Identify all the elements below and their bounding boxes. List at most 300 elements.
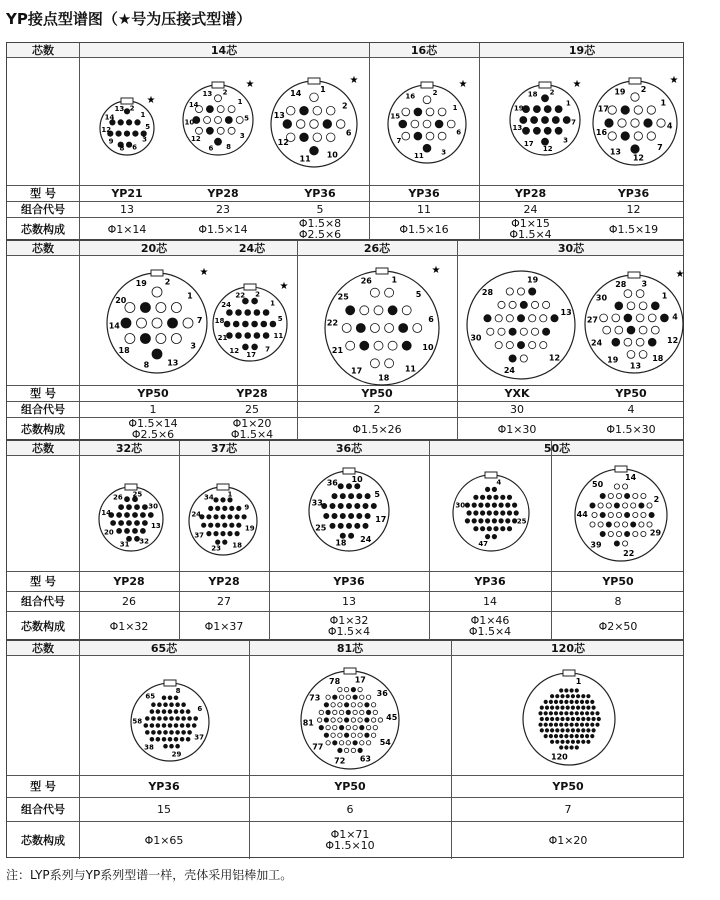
pin-number: 26: [113, 493, 123, 502]
pin: [209, 506, 213, 510]
pin: [566, 706, 569, 709]
label-comp: 芯数构成: [21, 223, 65, 236]
pin: [254, 333, 260, 339]
pin: [206, 127, 213, 134]
pin: [566, 729, 569, 732]
pin: [188, 731, 192, 735]
pin: [402, 132, 410, 140]
key-notch: [563, 670, 575, 676]
pin: [346, 695, 350, 699]
model-value: YP36: [617, 186, 650, 200]
pin: [641, 531, 646, 536]
connector-diagram: [101, 265, 213, 377]
pin: [465, 503, 469, 507]
pin: [286, 106, 295, 115]
pin: [501, 511, 505, 515]
pin: [351, 718, 355, 722]
code-value: 4: [627, 402, 635, 416]
pin: [576, 706, 579, 709]
pin: [385, 288, 394, 297]
pin: [144, 724, 148, 728]
pin: [492, 503, 496, 507]
pin: [357, 513, 362, 518]
pin: [339, 710, 343, 714]
key-notch: [629, 78, 641, 84]
pin: [506, 519, 510, 523]
pin: [254, 310, 260, 316]
pin-number: 10: [422, 342, 434, 352]
pin-number: 12: [542, 145, 553, 153]
connector-diagram: [303, 463, 395, 555]
pin: [332, 494, 337, 499]
pin: [353, 695, 357, 699]
pin: [414, 108, 422, 116]
model-value: YP50: [615, 386, 647, 400]
pin: [480, 527, 484, 531]
star-mark: ★: [245, 79, 255, 90]
pin: [627, 351, 635, 359]
pin-number: 3: [563, 136, 568, 145]
pin: [580, 734, 583, 737]
pin: [614, 522, 619, 527]
pin-number: 22: [235, 291, 246, 300]
pin: [484, 315, 491, 322]
connector-diagram: [295, 663, 405, 773]
pin: [566, 717, 569, 720]
pin: [152, 731, 156, 735]
pin: [591, 723, 594, 726]
pin: [168, 724, 172, 728]
pin: [353, 725, 357, 729]
pin: [215, 95, 222, 102]
pin: [647, 503, 652, 508]
pin: [590, 503, 595, 508]
pin: [374, 306, 383, 315]
code-value: 14: [483, 594, 497, 608]
pin: [639, 522, 644, 527]
pin: [498, 301, 505, 308]
pin: [413, 324, 422, 333]
pin-number: 21: [331, 346, 344, 356]
pin: [366, 695, 370, 699]
pin: [388, 341, 397, 350]
pin: [133, 513, 138, 518]
pin: [426, 132, 434, 140]
pin-number: 73: [309, 693, 321, 703]
pin: [575, 712, 578, 715]
pin: [126, 120, 131, 125]
pin: [509, 328, 516, 335]
pin-number: 12: [667, 335, 679, 345]
pin-number: 14: [101, 509, 111, 518]
pin: [651, 326, 659, 334]
pin: [592, 729, 595, 732]
pin: [624, 338, 632, 346]
pin: [480, 511, 484, 515]
label-code: 组合代号: [21, 203, 65, 216]
label-cores: 芯数: [32, 242, 54, 255]
pin: [174, 710, 178, 714]
pin: [598, 522, 603, 527]
comp-value: Φ1×32: [109, 619, 149, 633]
pin-number: 3: [190, 341, 196, 351]
pin-number: 36: [326, 478, 338, 488]
pin: [550, 706, 553, 709]
pin: [323, 120, 332, 129]
pin: [214, 531, 218, 535]
pin: [117, 528, 122, 533]
pin: [540, 342, 547, 349]
pin: [158, 717, 162, 721]
pin-number: 8: [143, 360, 150, 370]
pin: [520, 117, 527, 124]
pin: [235, 515, 239, 519]
pin: [554, 700, 557, 703]
pin: [371, 703, 375, 707]
pin: [507, 495, 511, 499]
pin: [499, 519, 503, 523]
pin: [223, 523, 227, 527]
pin: [596, 712, 599, 715]
pin: [228, 531, 232, 535]
pin: [378, 718, 382, 722]
pin-number: 19: [513, 104, 524, 113]
pin: [612, 314, 620, 322]
pin-number: 14: [625, 473, 637, 483]
pin: [326, 695, 330, 699]
pin: [124, 131, 129, 136]
pin: [498, 328, 505, 335]
pin-number: 19: [135, 279, 147, 288]
pin: [339, 725, 343, 729]
pin-number: 50: [592, 479, 604, 489]
pin-number: 1: [270, 299, 275, 308]
pin-number: 13: [202, 89, 213, 98]
key-notch: [151, 270, 163, 276]
pin: [556, 717, 559, 720]
pin: [552, 117, 559, 124]
pin: [360, 710, 364, 714]
pin: [647, 522, 652, 527]
pin: [156, 334, 166, 344]
pin: [152, 717, 156, 721]
pin: [370, 359, 379, 368]
connector-shell: [585, 275, 683, 373]
pin: [221, 515, 225, 519]
pin: [346, 306, 355, 315]
pin: [544, 106, 551, 113]
pin: [531, 328, 538, 335]
pin: [338, 733, 342, 737]
pin: [349, 494, 354, 499]
pin-number: 6: [456, 128, 462, 137]
pin: [135, 505, 140, 510]
pin: [492, 534, 496, 538]
pin: [623, 484, 628, 489]
connector-diagram: [569, 461, 673, 565]
pin: [252, 321, 258, 327]
pin-number: 12: [548, 353, 561, 363]
pin-number: 1: [575, 677, 582, 687]
pin: [467, 511, 471, 515]
pin: [556, 729, 559, 732]
model-value: YP50: [361, 386, 393, 400]
pin-number: 81: [302, 718, 314, 728]
pin: [142, 521, 147, 526]
pin: [474, 527, 478, 531]
pin-number: 24: [503, 366, 515, 376]
pin: [575, 723, 578, 726]
pin: [353, 741, 357, 745]
pin: [614, 541, 619, 546]
pin: [517, 288, 524, 295]
pin: [634, 132, 642, 140]
pin: [576, 717, 579, 720]
label-model: 型 号: [30, 780, 56, 793]
pin: [587, 717, 590, 720]
pin: [565, 712, 568, 715]
pin: [170, 744, 174, 748]
pin-number: 18: [214, 317, 225, 326]
model-value: YP36: [474, 574, 506, 588]
comp-value: Φ1×46 Φ1.5×4: [468, 614, 512, 638]
pin: [657, 119, 665, 127]
pin: [168, 737, 172, 741]
pin-number: 11: [414, 152, 424, 161]
pin: [605, 119, 613, 127]
pin: [186, 724, 190, 728]
comp-value: Φ1.5×30: [606, 422, 656, 436]
pin-number: 15: [390, 112, 401, 121]
pin-number: 33: [311, 498, 323, 508]
model-value: YP28: [208, 574, 240, 588]
pin: [158, 731, 162, 735]
pin: [618, 119, 626, 127]
pin: [111, 521, 116, 526]
label-model: 型 号: [30, 387, 56, 400]
pin: [330, 523, 335, 528]
pin: [140, 303, 150, 313]
pin: [145, 731, 149, 735]
pin-number: 44: [576, 509, 588, 519]
pin: [570, 746, 573, 749]
pin: [340, 494, 345, 499]
pin: [346, 341, 355, 350]
pin: [358, 687, 362, 691]
pin: [520, 355, 527, 362]
pin: [365, 494, 370, 499]
pin-number: 1: [391, 275, 398, 285]
pin: [631, 522, 636, 527]
pin: [507, 527, 511, 531]
pin-number: 4: [496, 478, 502, 487]
pin: [336, 120, 345, 129]
label-code: 组合代号: [21, 403, 65, 416]
model-value: YP36: [148, 779, 180, 793]
pin: [533, 106, 540, 113]
pin: [479, 503, 483, 507]
pin: [550, 695, 553, 698]
connector-diagram: [125, 675, 215, 765]
pin: [236, 333, 242, 339]
pin-number: 78: [329, 677, 341, 686]
pin: [223, 506, 227, 510]
label-code: 组合代号: [21, 803, 65, 816]
pin: [587, 706, 590, 709]
pin: [366, 710, 370, 714]
pin: [317, 718, 321, 722]
pin: [150, 724, 154, 728]
pin-number: 19: [614, 87, 626, 97]
pin: [188, 717, 192, 721]
group-32: 32芯: [115, 441, 143, 455]
model-value: YP36: [304, 186, 336, 200]
pin: [371, 733, 375, 737]
pin: [236, 310, 242, 316]
pin: [509, 355, 516, 362]
pin-number: 13: [167, 358, 179, 368]
pin: [338, 687, 342, 691]
pin: [164, 731, 168, 735]
pin-number: 32: [139, 537, 149, 546]
pin: [360, 306, 369, 315]
connector-shell: [309, 471, 389, 551]
pin: [333, 695, 337, 699]
pin: [344, 718, 348, 722]
pin-number: 7: [265, 345, 270, 354]
pin-number: 5: [374, 490, 380, 500]
pin-number: 30: [148, 502, 158, 511]
section-2: [6, 240, 684, 440]
pin: [326, 133, 335, 142]
pin: [501, 527, 505, 531]
pin-number: 13: [560, 308, 572, 318]
pin: [215, 138, 222, 145]
connector-diagram: [579, 267, 689, 377]
pin: [346, 503, 351, 508]
pin-number: 1: [227, 490, 233, 499]
pin: [616, 512, 621, 517]
pin: [648, 314, 656, 322]
pin: [346, 710, 350, 714]
pin: [474, 495, 478, 499]
pin: [331, 718, 335, 722]
pin-number: 54: [379, 738, 391, 748]
model-value: YP36: [333, 574, 365, 588]
code-value: 26: [122, 594, 136, 608]
pin: [333, 725, 337, 729]
model-value: YP50: [334, 779, 366, 793]
group-30: 30芯: [557, 241, 585, 255]
pin: [566, 740, 569, 743]
pin-number: 45: [386, 713, 398, 723]
pin-number: 39: [590, 540, 602, 550]
comp-value: Φ1×71 Φ1.5×10: [325, 828, 375, 852]
label-comp: 芯数构成: [21, 834, 65, 847]
pin: [207, 515, 211, 519]
pin: [501, 495, 505, 499]
pin-number: 24: [360, 535, 372, 544]
pin: [233, 321, 239, 327]
pin-number: 28: [615, 280, 627, 290]
comp-value: Φ1×20 Φ1.5×4: [230, 417, 274, 441]
pin: [529, 342, 536, 349]
section-1: [6, 42, 684, 240]
pin-number: 13: [512, 124, 523, 133]
pin: [544, 127, 551, 134]
pin: [543, 328, 550, 335]
key-notch: [421, 82, 433, 88]
key-notch: [217, 484, 229, 490]
pin: [580, 723, 583, 726]
group-37: 37芯: [210, 441, 238, 455]
pin-number: 2: [640, 85, 647, 95]
pin: [543, 301, 550, 308]
pin: [631, 503, 636, 508]
page-title: YP接点型谱图（★号为压接式型谱）: [6, 10, 252, 28]
pin: [616, 531, 621, 536]
pin-number: 1: [140, 111, 146, 120]
pin: [351, 733, 355, 737]
pin: [576, 695, 579, 698]
pin: [517, 342, 524, 349]
connector-diagram: [93, 479, 169, 555]
pin: [550, 740, 553, 743]
pin-number: 17: [354, 675, 366, 685]
pin: [135, 120, 140, 125]
pin-number: 18: [118, 346, 130, 356]
pin-number: 12: [632, 153, 644, 163]
pin: [575, 746, 578, 749]
pin: [623, 503, 628, 508]
pin: [612, 338, 620, 346]
pin: [351, 687, 355, 691]
pin-number: 9: [108, 137, 114, 146]
pin: [152, 703, 156, 707]
pin: [135, 521, 140, 526]
pin: [296, 120, 305, 129]
code-value: 6: [346, 802, 354, 816]
pin: [346, 523, 351, 528]
pin: [121, 318, 131, 328]
pin: [426, 108, 434, 116]
pin: [349, 513, 354, 518]
model-value: YP50: [602, 574, 634, 588]
pin: [606, 522, 611, 527]
pin: [402, 306, 411, 315]
pin-number: 12: [101, 125, 112, 134]
star-mark: ★: [431, 265, 441, 276]
pin: [326, 725, 330, 729]
pin: [600, 512, 605, 517]
pin: [176, 744, 180, 748]
connector-diagram: [382, 77, 472, 167]
pin: [235, 531, 239, 535]
pin-number: 11: [299, 154, 311, 164]
pin: [560, 723, 563, 726]
pin: [225, 117, 232, 124]
pin-number: 6: [345, 128, 352, 138]
pin: [194, 717, 198, 721]
pin: [326, 710, 330, 714]
pin: [540, 729, 543, 732]
pin: [245, 310, 251, 316]
star-mark: ★: [669, 75, 679, 86]
label-comp: 芯数构成: [21, 620, 65, 633]
pin-number: 5: [277, 315, 283, 323]
pin: [625, 531, 630, 536]
label-code: 组合代号: [21, 595, 65, 608]
